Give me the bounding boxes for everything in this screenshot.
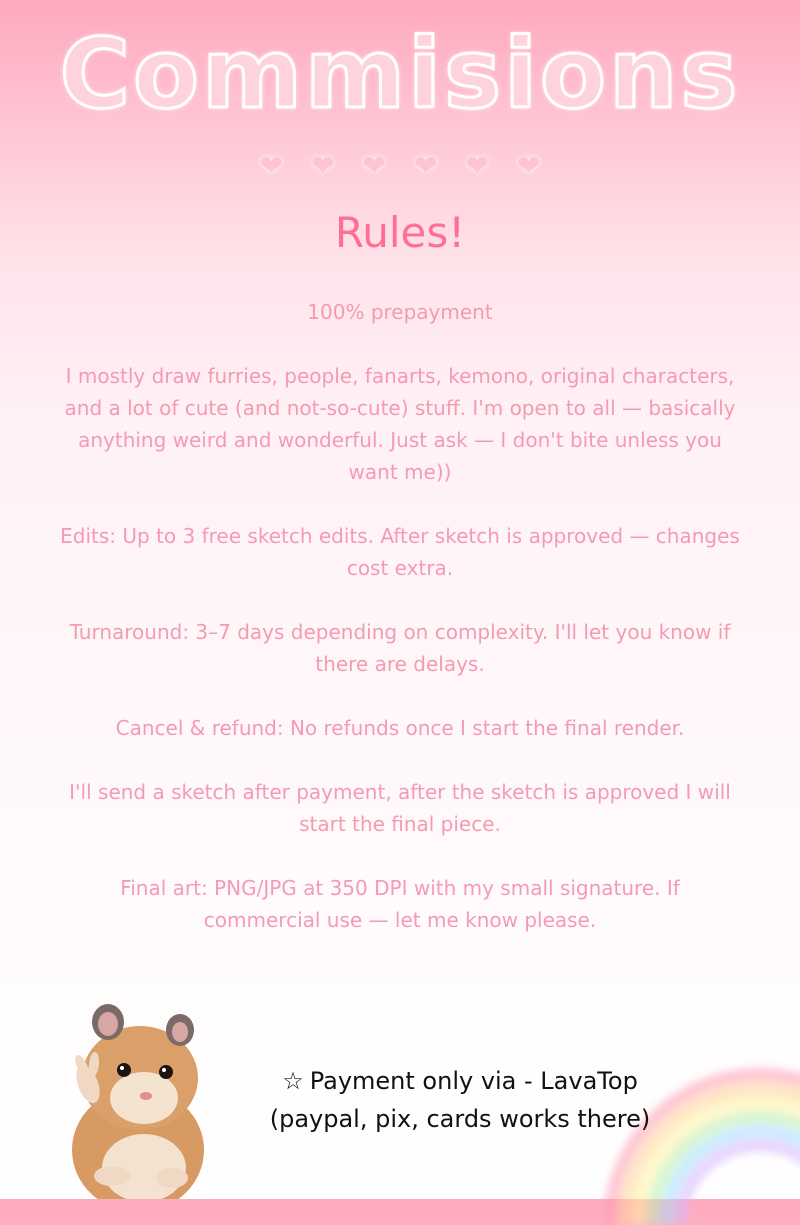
page-title: Commisions [59,18,741,130]
rule-item: I'll send a sketch after payment, after the sketch is approved I will start the final piece. [69,780,731,836]
heart-icon: ❤ [259,149,284,182]
payment-info [240,1062,680,1138]
heart-icon: ❤ [465,149,489,182]
star-icon: ☆ [282,1067,304,1095]
rules-list [60,296,740,968]
payment-line-2: (paypal, pix, cards works there) [269,1105,651,1133]
heart-icon: ❤ [414,149,438,182]
rule-item: Edits: Up to 3 free sketch edits. After sketch is approved — changes cost extra. [60,524,740,580]
rules-heading: Rules! [334,208,466,257]
hamster-image [52,1000,212,1199]
rule-item: Cancel & refund: No refunds once I start the final render. [115,716,685,740]
heart-icon: ❤ [516,149,541,182]
rule-item: Turnaround: 3–7 days depending on complexity. I'll let you know if there are delays. [69,620,731,676]
rule-item: Final art: PNG/JPG at 350 DPI with my small signature. If commercial use — let me know please. [120,876,680,932]
rule-item: I mostly draw furries, people, fanarts, kemono, original characters, and a lot of cute (and not-so-cute) stuff. I'm open to all — basically anything weird and wonderful. Just ask — I don't bite unless you want me)) [64,364,736,484]
payment-method-text: Payment only via - LavaTop [309,1067,638,1095]
heart-icon: ❤ [311,149,335,182]
payment-line-1 [240,1062,680,1100]
heart-icon: ❤ [362,149,386,182]
rule-item: 100% prepayment [307,300,493,324]
heart-divider [0,149,800,182]
